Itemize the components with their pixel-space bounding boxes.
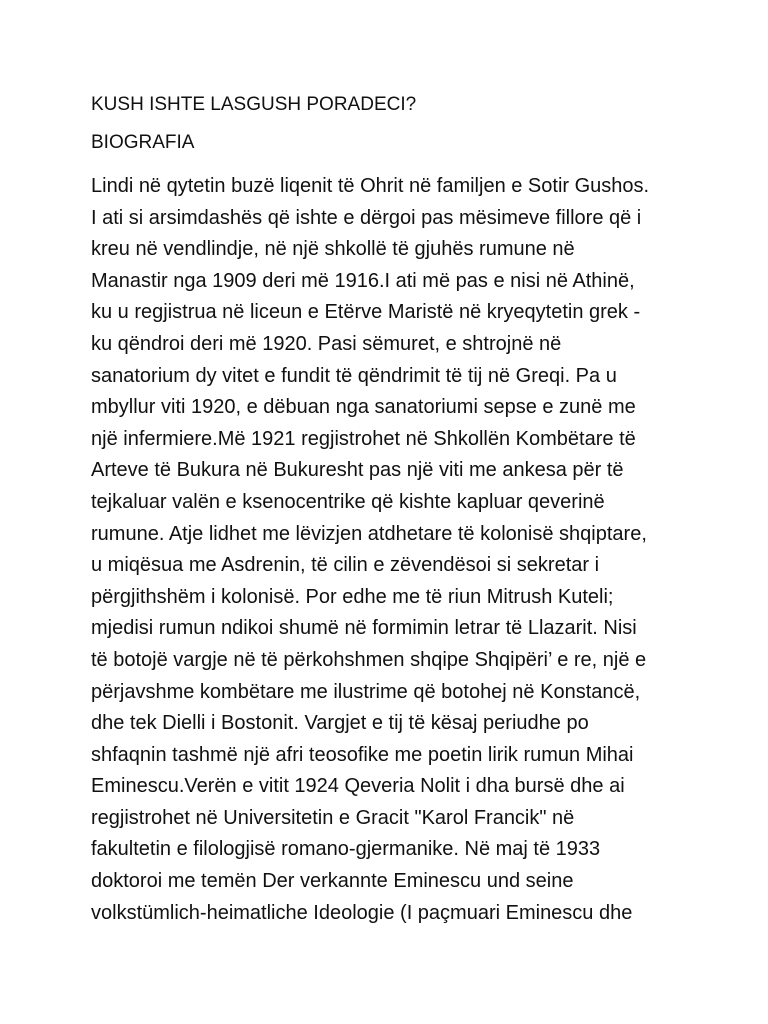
paragraph-line: të botojë vargje në të përkohshmen shqipe Shqipëri’ e re, një e	[91, 648, 647, 671]
paragraph-line: I ati si arsimdashës që ishte e dërgoi pas mësimeve fillore që i	[91, 206, 642, 229]
paragraph-line: Lindi në qytetin buzë liqenit të Ohrit në familjen e Sotir Gushos.	[91, 175, 650, 197]
biography-paragraph	[91, 171, 691, 929]
paragraph-line: tejkaluar valën e ksenocentrike që kishte kapluar qeverinë	[91, 490, 605, 513]
paragraph-line: Eminescu.Verën e vitit 1924 Qeveria Nolit i dha bursë dhe ai	[91, 775, 625, 798]
paragraph-line: regjistrohet në Universitetin e Gracit "Karol Francik" në	[91, 806, 575, 829]
paragraph-line: mjedisi rumun ndikoi shumë në formimin letrar të Llazarit. Nisi	[91, 617, 637, 640]
document-title: KUSH ISHTE LASGUSH PORADECI?	[91, 94, 417, 115]
paragraph-line: rumune. Atje lidhet me lëvizjen atdhetare të kolonisë shqiptare,	[91, 522, 647, 545]
document-content	[91, 92, 691, 929]
paragraph-line: shfaqnin tashmë një afri teosofike me poetin lirik rumun Mihai	[91, 743, 634, 766]
section-heading: BIOGRAFIA	[91, 132, 195, 153]
paragraph-line: përjavshme kombëtare me ilustrime që botohej në Konstancë,	[91, 680, 641, 703]
paragraph-line: ku u regjistrua në liceun e Etërve Maristë në kryeqytetin grek -	[91, 301, 641, 324]
paragraph-line: u miqësua me Asdrenin, të cilin e zëvendësoi si sekretar i	[91, 554, 600, 577]
paragraph-line: Arteve të Bukura në Bukuresht pas një viti me ankesa për të	[91, 459, 624, 482]
paragraph-line: sanatorium dy vitet e fundit të qëndrimit të tij në Greqi. Pa u	[91, 364, 617, 387]
paragraph-line: doktoroi me temën Der verkannte Eminescu und seine	[91, 870, 574, 893]
paragraph-line: fakultetin e filologjisë romano-gjermanike. Në maj të 1933	[91, 838, 601, 861]
paragraph-line: Manastir nga 1909 deri më 1916.I ati më pas e nisi në Athinë,	[91, 269, 635, 292]
paragraph-line: kreu në vendlindje, në një shkollë të gjuhës rumune në	[91, 238, 575, 261]
paragraph-line: volkstümlich-heimatliche Ideologie (I paçmuari Eminescu dhe	[91, 901, 633, 924]
paragraph-line: mbyllur viti 1920, e dëbuan nga sanatoriumi sepse e zunë me	[91, 396, 636, 419]
paragraph-line: një infermiere.Më 1921 regjistrohet në Shkollën Kombëtare të	[91, 427, 636, 450]
paragraph-line: dhe tek Dielli i Bostonit. Vargjet e tij të kësaj periudhe po	[91, 712, 589, 735]
paragraph-line: përgjithshëm i kolonisë. Por edhe me të riun Mitrush Kuteli;	[91, 585, 614, 608]
paragraph-line: ku qëndroi deri më 1920. Pasi sëmuret, e shtrojnë në	[91, 332, 562, 355]
